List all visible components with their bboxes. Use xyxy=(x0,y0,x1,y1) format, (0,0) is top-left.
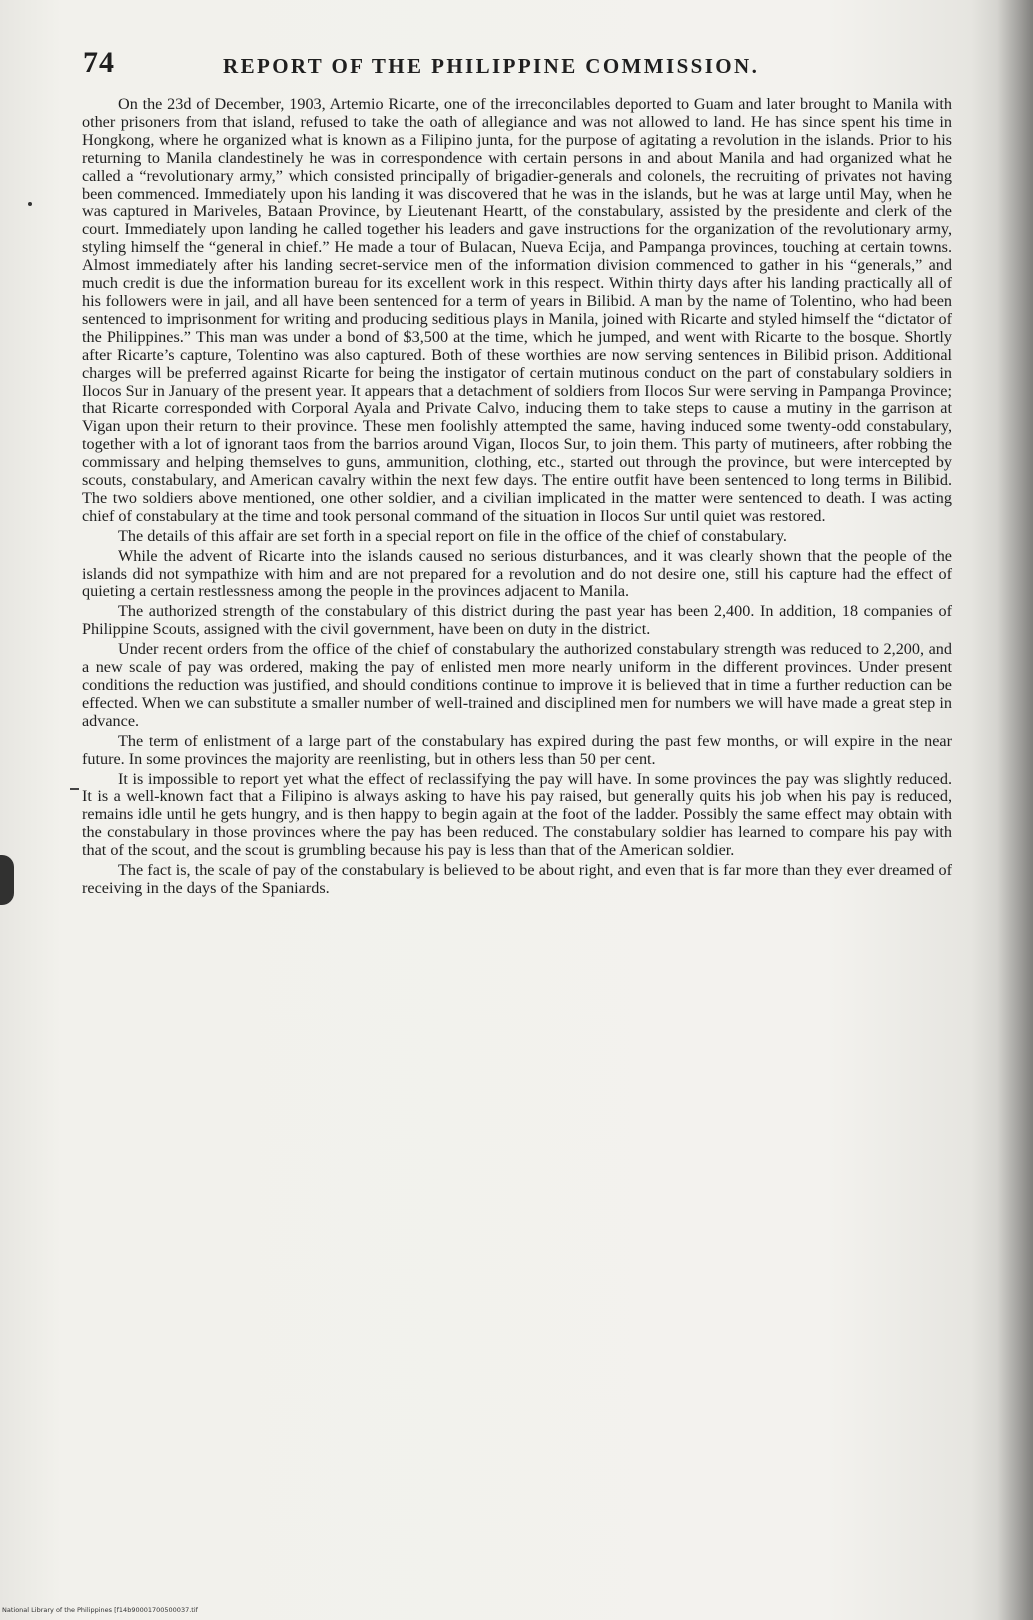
paragraph-recent-orders: Under recent orders from the office of the chief of constabulary the authorized constabulary strength was reduced to 2,200, and a new scale of pay was ordered, making the pay of enlisted men more nearly uniform in the different provinces. Under present conditions the reduction was justified, and should conditions continue to improve it is believed that in time a further reduction can be effected. When we can substitute a smaller number of well-trained and disciplined men for numbers we will have made a great step in advance. xyxy=(82,640,952,730)
page-edge-shadow xyxy=(997,0,1033,1620)
running-title: REPORT OF THE PHILIPPINE COMMISSION. xyxy=(223,54,760,78)
paragraph-ricarte-account: On the 23d of December, 1903, Artemio Ricarte, one of the irreconcilables deported to Guam and later brought to Manila with other prisoners from that island, refused to take the oath of allegiance and was not allowed to land. He has since spent his time in Hongkong, where he organized what is known as a Filipino junta, for the purpose of agitating a revolution in the islands. Prior to his returning to Manila clandestinely he was in correspondence with certain persons in and about Manila and had organized what he called a “revolutionary army,” which consisted principally of brigadier-generals and colonels, the recruiting of privates not having been commenced. Immediately upon his landing it was discovered that he was in the islands, but he was at large until May, when he was captured in Mariveles, Bataan Province, by Lieutenant Heartt, of the constabulary, assisted by the presidente and clerk of the court. Immediately upon landing he called together his leaders and gave instructions for the organization of the revolutionary army, styling himself the “general in chief.” He made a tour of Bulacan, Nueva Ecija, and Pampanga provinces, touching at certain towns. Almost immediately after his landing secret-service men of the information division commenced to gather in his “generals,” and much credit is due the information bureau for its excellent work in this respect. Within thirty days after his landing practically all of his followers were in jail, and all have been sentenced for a term of years in Bilibid. A man by the name of Tolentino, who had been sentenced to imprisonment for writing and producing seditious plays in Manila, joined with Ricarte and styled himself the “dictator of the Philippines.” This man was under a bond of $3,500 at the time, which he jumped, and went with Ricarte to the bosque. Shortly after Ricarte’s capture, Tolentino was also captured. Both of these worthies are now serving sentences in Bilibid prison. Additional charges will be preferred against Ricarte for being the instigator of certain mutinous conduct on the part of constabulary soldiers in Ilocos Sur in January of the present year. It appears that a detachment of soldiers from Ilocos Sur were serving in Pampanga Province; that Ricarte corresponded with Corporal Ayala and Private Calvo, inducing them to take steps to cause a mutiny in the garrison at Vigan upon their return to their province. These men foolishly attempted the same, having induced some twenty-odd constabulary, together with a lot of ignorant taos from the barrios around Vigan, Ilocos Sur, to join them. This party of mutineers, after robbing the commissary and helping themselves to guns, ammunition, clothing, etc., started out through the province, but were intercepted by scouts, constabulary, and American cavalry within the next few days. The entire outfit have been sentenced to long terms in Bilibid. The two soldiers above mentioned, one other soldier, and a civilian implicated in the matter were sentenced to death. I was acting chief of constabulary at the time and took personal command of the situation in Ilocos Sur until quiet was restored. xyxy=(82,95,952,525)
page-header xyxy=(83,46,953,86)
paragraph-authorized-strength: The authorized strength of the constabulary of this district during the past year has been 2,400. In addition, 18 companies of Philippine Scouts, assigned with the civil government, have been on duty in the district. xyxy=(82,602,952,639)
paragraph-term-of-enlistment: The term of enlistment of a large part of the constabulary has expired during the past few months, or will expire in the near future. In some provinces the majority are reenlisting, but in others less than 50 per cent. xyxy=(82,731,952,768)
paragraph-special-report: The details of this affair are set forth in a special report on file in the office of the chief of constabulary. xyxy=(118,526,787,545)
paragraph-scale-of-pay: The fact is, the scale of pay of the constabulary is believed to be about right, and even that is far more than they ever dreamed of receiving in the days of the Spaniards. xyxy=(82,861,952,897)
paragraph-reclassifying-pay: It is impossible to report yet what the effect of reclassifying the pay will have. In some provinces the pay was slightly reduced. It is a well-known fact that a Filipino is always asking to have his pay raised, but generally quits his job when his pay is reduced, remains idle until he gets hungry, and is then happy to begin again at the foot of the ladder. Possibly the same effect may obtain with the constabulary in those provinces where the pay has been reduced. The constabulary soldier has learned to compare his pay with that of the scout, and the scout is grumbling because his pay is less than that of the American soldier. xyxy=(82,769,952,860)
body-text xyxy=(82,96,952,898)
margin-dash xyxy=(70,788,79,790)
margin-dot xyxy=(28,202,32,206)
binding-mark xyxy=(0,855,14,905)
archive-stamp: National Library of the Philippines [f14b90001700500037.tif xyxy=(2,1606,198,1614)
page-number: 74 xyxy=(83,46,115,79)
paragraph-advent-of-ricarte: While the advent of Ricarte into the islands caused no serious disturbances, and it was clearly shown that the people of the islands did not sympathize with him and are not prepared for a revolution and do not desire one, still his capture had the effect of quieting a certain restlessness among the people in the provinces adjacent to Manila. xyxy=(82,546,952,601)
